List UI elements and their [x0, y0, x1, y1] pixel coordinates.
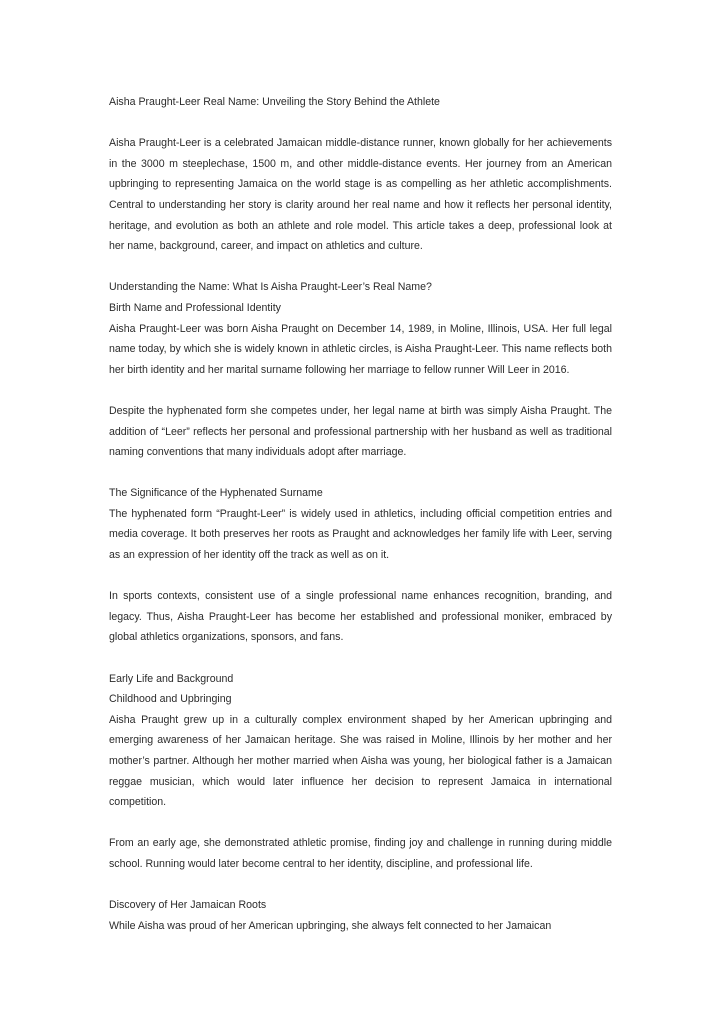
article-title: Aisha Praught-Leer Real Name: Unveiling the Story Behind the Athlete [109, 96, 440, 108]
body-paragraph: Despite the hyphenated form she competes under, her legal name at birth was simply Aisha Praught. The addition of “Leer” reflects her personal and professional partnership with her husband as well as traditional naming conventions that many individuals adopt after marriage. [109, 404, 612, 459]
section-real-name [109, 277, 612, 462]
document-page [109, 92, 612, 936]
body-paragraph: While Aisha was proud of her American upbringing, she always felt connected to her Jamaican [109, 919, 552, 932]
section-subheading: Childhood and Upbringing [109, 693, 232, 706]
body-paragraph: In sports contexts, consistent use of a single professional name enhances recognition, branding, and legacy. Thus, Aisha Praught-Leer has become her established and professional moniker, embraced by global athletics organizations, sponsors, and fans. [109, 590, 612, 644]
section-heading: Early Life and Background [109, 672, 234, 685]
section-heading: Discovery of Her Jamaican Roots [109, 899, 267, 912]
section-heading: Understanding the Name: What Is Aisha Praught-Leer’s Real Name? [109, 281, 432, 294]
intro-paragraph: Aisha Praught-Leer is a celebrated Jamaican middle-distance runner, known globally for her achievements in the 3000 m steeplechase, 1500 m, and other middle-distance events. Her journey from an American upbringing to representing Jamaica on the world stage is as compelling as her athletic accomplishments. Central to understanding her story is clarity around her real name and how it reflects her personal identity, heritage, and evolution as both an athlete and role model. This article takes a deep, professional look at her name, background, career, and impact on athletics and culture. [109, 137, 612, 253]
section-early-life [109, 669, 612, 875]
body-paragraph: From an early age, she demonstrated athletic promise, finding joy and challenge in running during middle school. Running would later become central to her identity, discipline, and professional life. [109, 837, 612, 870]
body-paragraph: Aisha Praught grew up in a culturally complex environment shaped by her American upbringing and emerging awareness of her Jamaican heritage. She was raised in Moline, Illinois by her mother and her mother’s partner. Although her mother married when Aisha was young, her biological father is a Jamaican reggae musician, which would later influence her decision to represent Jamaica in international competition. [109, 713, 612, 809]
section-hyphenated-surname [109, 483, 612, 648]
body-paragraph: Aisha Praught-Leer was born Aisha Praught on December 14, 1989, in Moline, Illinois, USA. Her full legal name today, by which she is widely known in athletic circles, is Aisha Praught-Leer. This name reflects both her birth identity and her marital surname following her marriage to fellow runner Will Leer in 2016. [109, 322, 612, 376]
body-paragraph: The hyphenated form “Praught-Leer” is widely used in athletics, including official competition entries and media coverage. It both preserves her roots as Praught and acknowledges her family life with Leer, serving as an expression of her identity off the track as well as on it. [109, 507, 612, 562]
section-subheading: Birth Name and Professional Identity [109, 301, 281, 314]
section-jamaican-roots [109, 895, 612, 936]
section-heading: The Significance of the Hyphenated Surname [109, 487, 323, 500]
